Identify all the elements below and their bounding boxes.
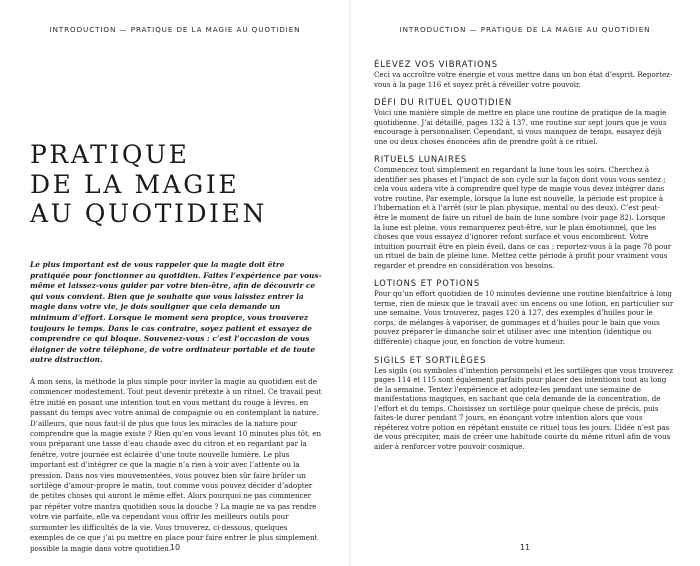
section-heading: SIGILS ET SORTILÈGES [374,354,487,365]
chapter-title-line: PRATIQUE [30,140,190,169]
section-text: Les sigils (ou symboles d’intention personnels) et les sortilèges que vous trouverez pages 114 et 115 sont également parfaits pour placer des intentions tout au long de la semaine. Tentez l’expérience et adoptez-les pendant une semaine de manifestations magiques, en sachant que cela demande de la concentration, de l’effort et du temps. Choisissez un sortilège pour quelque chose de précis, puis faites-le durer pendant 7 jours, en énonçant votre intention alors que vous répéterez votre potion en répétant ensuite ce rituel tous les jours. L’idée n’est pas de vous précipiter, mais de créer une habitude courte du même rituel afin de vous aider à renforcer votre pouvoir cosmique. [374,365,673,451]
chapter-title-line: DE LA MAGIE [30,169,240,199]
page-number: 11 [519,543,531,552]
section-rituels-lunaires [374,154,674,270]
section-elevez-vos-vibrations [374,59,674,89]
section-defi-du-rituel-quotidien [374,97,674,146]
section-list [374,59,674,460]
section-text: Commencez tout simplement en regardant la lune tous les soirs. Cherchez à identifier ses phases et l’impact de son cycle sur la façon dont vous vous sentez ; cela vous aidera vite à comprendre quel type de magie vous devez intégrer dans votre routine. Par exemple, lorsque la lune est nouvelle, la période est propice à l’hibernation et à l’arrêt (sur le plan physique, mental ou des deux). C’est peut-être le moment de faire un rituel de bain de lune sombre (voir page 82). Lorsque la lune est pleine, vous remarquerez peut-être, sur le plan émotionnel, que les choses que vous essayez d’ignorer refont surface et vous encombrent. Votre intuition pourrait être en plein éveil, dans ce cas : reportez-vous à la page 78 pour un rituel de bain de pleine lune. Mettez cette période à profit pour vraiment vous regarder et prendre en considération vos besoins. [374,165,672,270]
section-lotions-et-potions [374,278,674,346]
lead-paragraph: Le plus important est de vous rappeler que la magie doit être pratiquée pour fonctionner au quotidien. Faites l’expérience par vous-même et laissez-vous guider par votre bien-être, afin de découvrir ce qui vous convient. Bien que je souhaite que vous laissiez entrer la magie dans votre vie, je dois souligner que cela demande un minimum d’effort. Lorsque le moment sera propice, vous trouverez toujours le temps. Dans le cas contraire, soyez patient et essayez de comprendre ce qui bloque. Souvenez-vous : c’est l’occasion de vous éloigner de votre téléphone, de votre ordinateur portable et de toute autre distraction. [30,260,322,365]
section-heading: ÉLEVEZ VOS VIBRATIONS [374,59,498,69]
section-heading: RITUELS LUNAIRES [374,154,468,165]
running-head: INTRODUCTION — PRATIQUE DE LA MAGIE AU QUOTIDIEN [399,25,651,34]
chapter-title [30,140,267,229]
section-text: Pour qu’un effort quotidien de 10 minutes devienne une routine bienfaitrice à long terme, rien de mieux que le travail avec un encens ou une lotion, en particulier sur une semaine. Vous trouverez, pages 120 à 127, des exemples d’huiles pour le corps, de mélanges à vaporiser, de gommages et d’huiles pour le bain que vous pouvez préparer le dimanche soir et utiliser avec une intention (identique ou différente) chaque jour, en fonction de votre humeur. [374,289,674,347]
section-sigils-et-sortileges [374,355,674,452]
section-text: Ceci va accroître votre énergie et vous mettre dans un bon état d’esprit. Reportez-vous à la page 116 et soyez prêt à réveiller votre pouvoir. [374,70,673,89]
section-heading: DÉFI DU RITUEL QUOTIDIEN [374,97,513,108]
body-paragraph: À mon sens, la méthode la plus simple pour inviter la magie au quotidien est de commencer modestement. Tout peut devenir prétexte à un rituel. Ce travail peut être initié en posant une intention tout en vous mettant du rouge à lèvres, en passant du temps avec votre animal de compagnie ou en contemplant la nature. D’ailleurs, que nous faut-il de plus que tous les miracles de la nature pour comprendre que la magie existe ? Rien qu’en vous levant 10 minutes plus tôt, en vous préparant une tasse d’eau chaude avec du citron et en regardant par la fenêtre, votre journée est éclairée d’une toute nouvelle lumière. Le plus important est d’intégrer ce que la magie n’a rien à voir avec l’attente ou la pression. Dans nos vies mouvementées, vous pouvez bien sûr faire brûler un sortilège d’amour-propre le matin, tout comme vous pouvez décider d’adopter de petites choses qui auront le même effet. Alors pourquoi ne pas commencer par répéter votre mantra quotidien sous la douche ? La magie ne va pas rendre votre vie parfaite, elle va cependant vous offrir les meilleurs outils pour surmonter les difficultés de la vie. Vous trouverez, ci-dessous, quelques exemples de ce que j’ai pu mettre en place pour faire entrer le plus simplement possible la magie dans votre quotidien. [30,377,322,553]
section-heading: LOTIONS ET POTIONS [374,278,481,289]
section-text: Voici une manière simple de mettre en place une routine de pratique de la magie quotidienne. J’ai détaillé, pages 132 à 137, une routine sur sept jours que je vous encourage à personnaliser. Cependant, si vous manquez de temps, essayez déjà une ou deux choses énoncées afin de prendre goût à ce rituel. [374,108,667,146]
chapter-title-line: AU QUOTIDIEN [30,199,267,228]
page-number: 10 [169,543,181,552]
running-head: INTRODUCTION — PRATIQUE DE LA MAGIE AU QUOTIDIEN [49,25,301,34]
right-page [350,0,700,566]
